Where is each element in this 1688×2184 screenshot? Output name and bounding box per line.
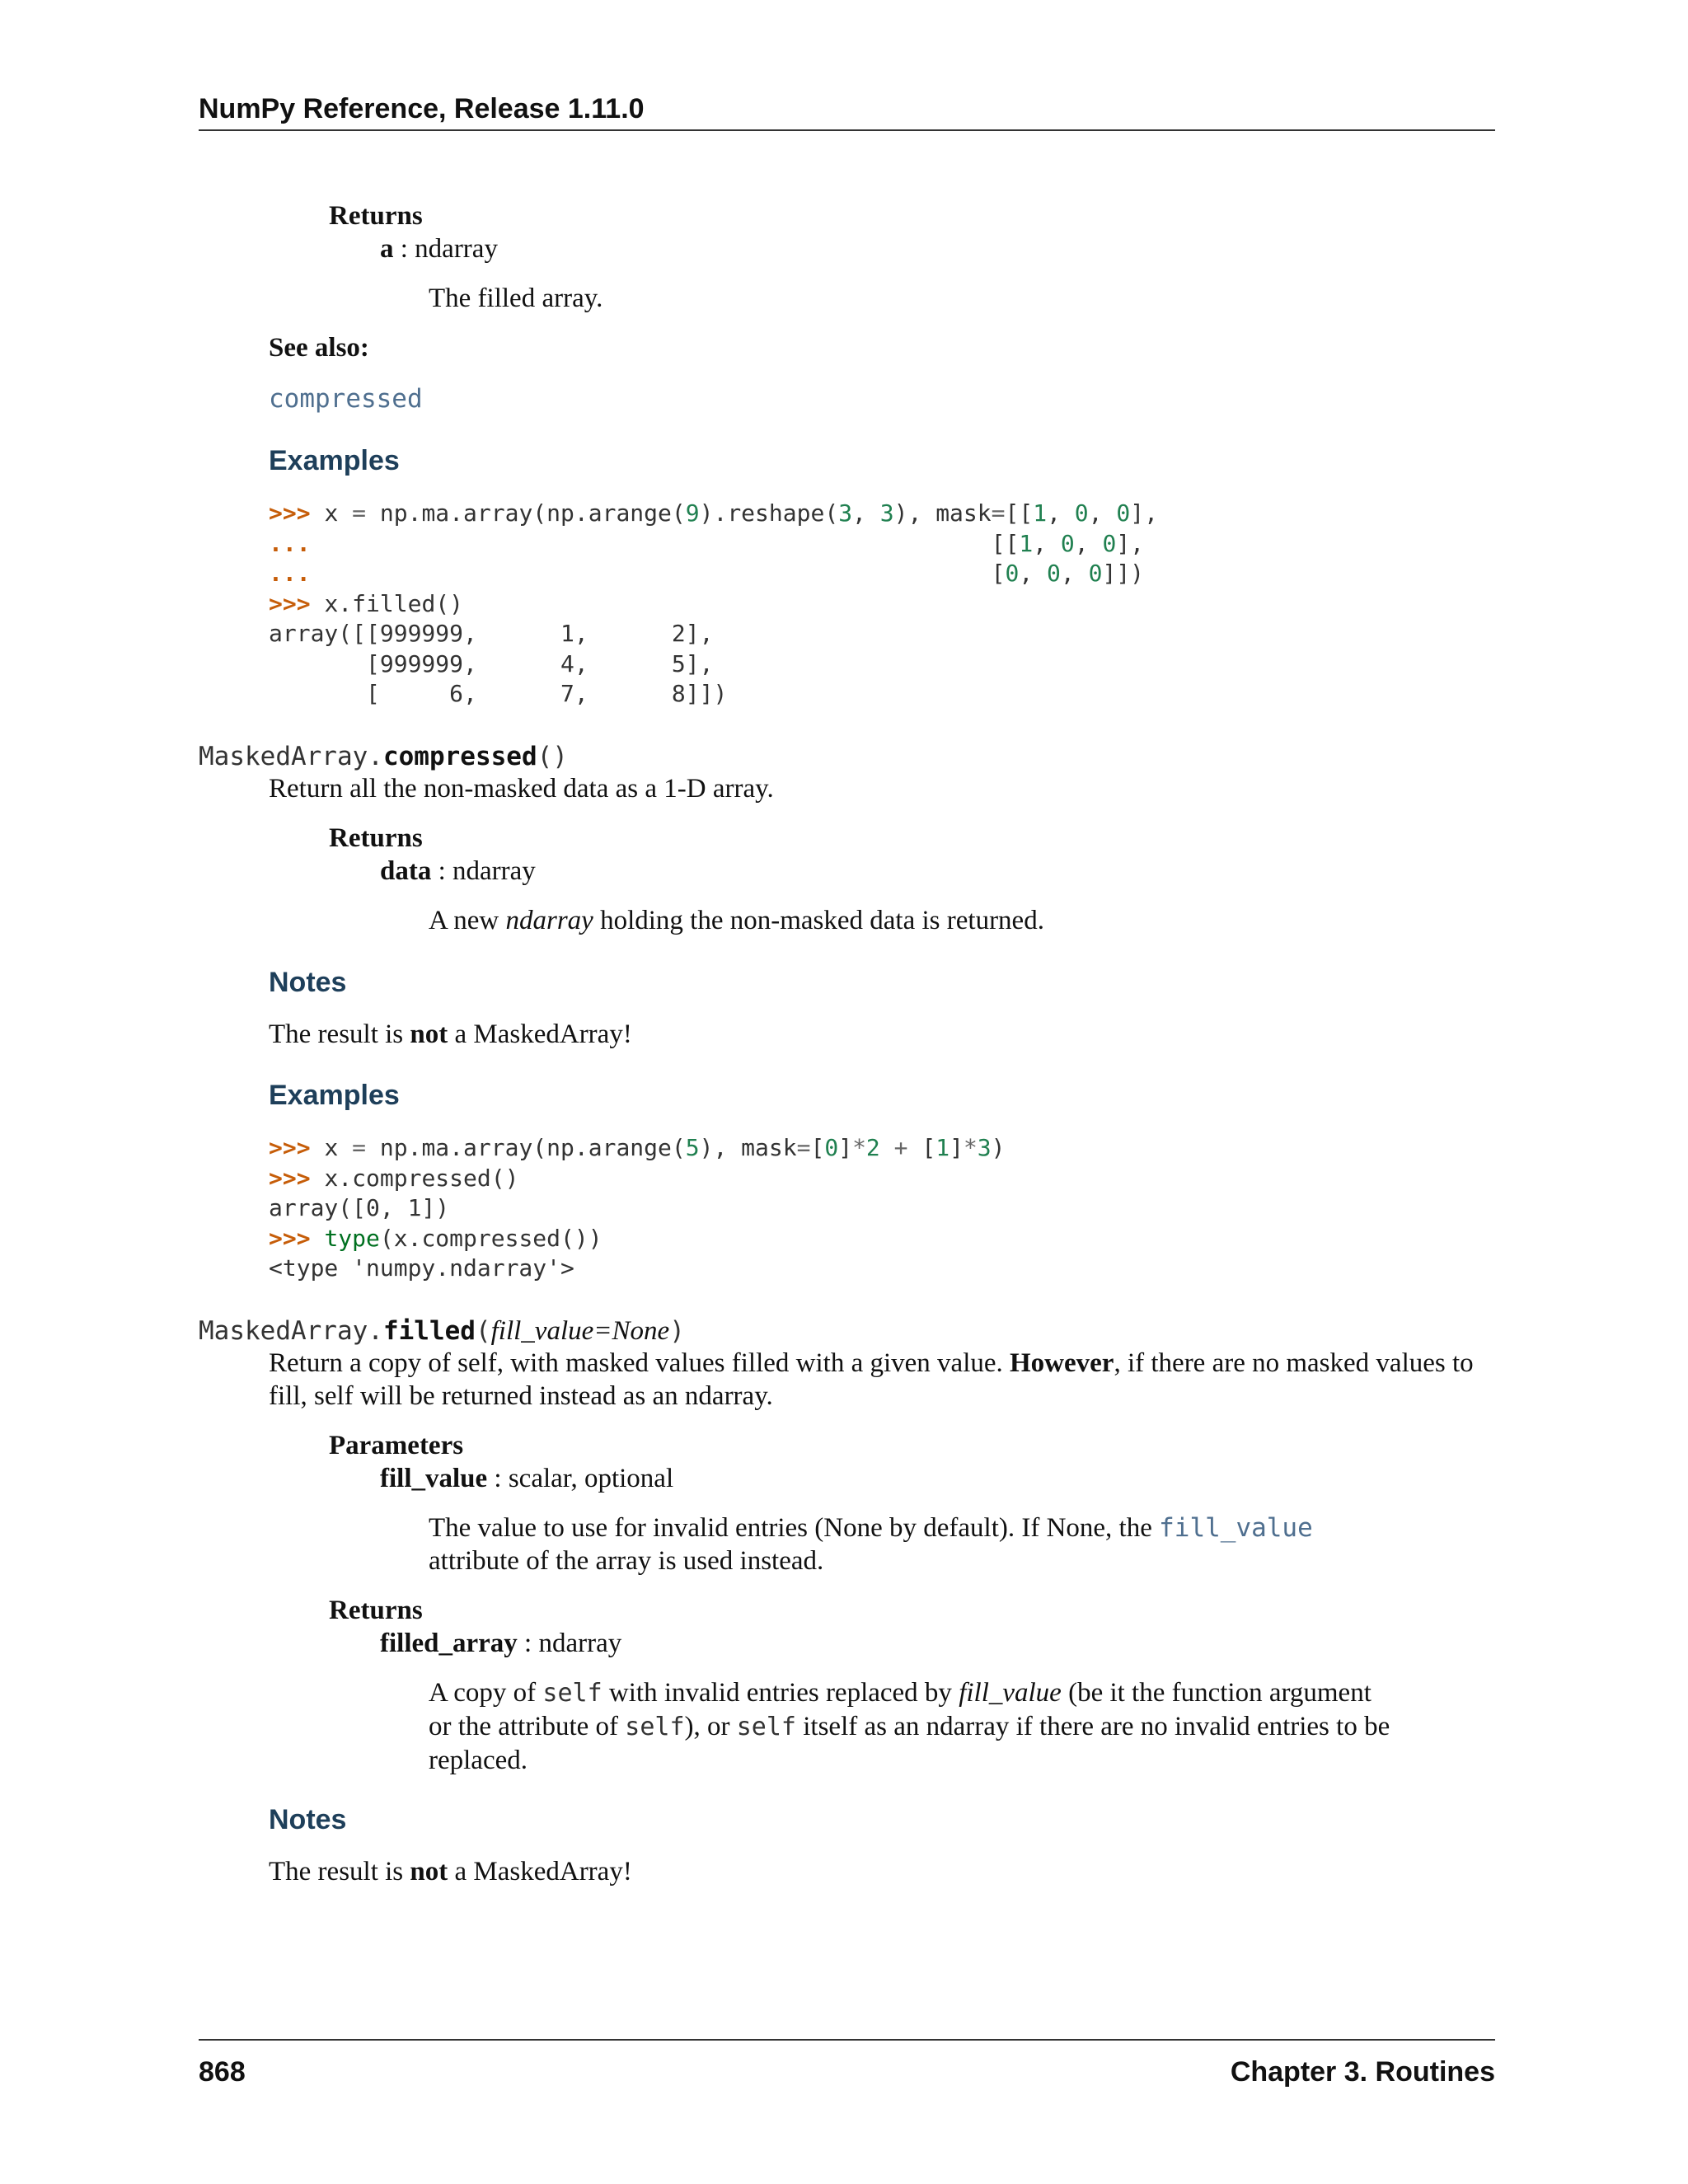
- page-footer: [199, 2039, 1495, 2088]
- code-token: =: [352, 499, 367, 527]
- code-line: [269, 1254, 1006, 1284]
- code-token: =: [352, 1134, 367, 1161]
- code-prompt: ...: [269, 529, 325, 557]
- text: Return a copy of self, with masked values filled with a given value.: [269, 1348, 1010, 1378]
- code-token: type: [324, 1224, 380, 1252]
- returns-type: ndarray: [452, 856, 536, 886]
- text: A new: [429, 906, 506, 935]
- code-token: ).reshape(: [699, 499, 839, 527]
- text: The value to use for invalid entries (None by default). If None, the: [429, 1513, 1160, 1543]
- returns-name: filled_array: [380, 1629, 518, 1658]
- bold-text: not: [410, 1019, 448, 1049]
- code-token: 3: [879, 499, 894, 527]
- chapter-label: Chapter 3. Routines: [1230, 2056, 1495, 2088]
- returns-sep: :: [393, 234, 415, 264]
- code-token: [ 6, 7, 8]]): [269, 680, 728, 707]
- code-token: *: [852, 1134, 866, 1161]
- code-line: [269, 589, 1158, 620]
- sig-param: fill_value=None: [490, 1316, 670, 1346]
- code-token: np.ma.array(np.arange(: [366, 1134, 686, 1161]
- code-token: <type 'numpy.ndarray'>: [269, 1254, 574, 1282]
- param-sep: :: [487, 1464, 509, 1493]
- notes-title: Notes: [269, 967, 347, 998]
- filled-description: [269, 1347, 1497, 1413]
- code-line: [269, 679, 1158, 710]
- code-line: [269, 529, 1158, 560]
- text: a MaskedArray!: [448, 1019, 632, 1049]
- text: A copy of: [429, 1678, 543, 1708]
- code-token: 0: [1074, 499, 1089, 527]
- returns-label: Returns: [329, 201, 423, 231]
- sig-class: MaskedArray.: [199, 742, 383, 771]
- page-number: 868: [199, 2056, 246, 2088]
- code-token: 0: [1116, 499, 1131, 527]
- examples-title: Examples: [269, 1080, 400, 1111]
- code-token: ,: [1074, 529, 1103, 557]
- returns-description: [429, 1676, 1393, 1777]
- text: with invalid entries replaced by: [602, 1678, 959, 1708]
- returns-type: ndarray: [415, 234, 498, 264]
- code-token: array([0, 1]): [269, 1194, 450, 1221]
- code-token: x: [324, 1134, 353, 1161]
- code-token: ]: [838, 1134, 853, 1161]
- code-token: 0: [1088, 560, 1103, 587]
- code-token: [880, 1134, 894, 1161]
- inline-code: self: [625, 1713, 685, 1741]
- code-token: ]: [950, 1134, 964, 1161]
- code-block-filled-example: [269, 499, 1158, 710]
- code-prompt: >>>: [269, 499, 325, 527]
- code-token: 0: [1060, 529, 1075, 557]
- code-token: array([[999999, 1, 2],: [269, 620, 714, 647]
- code-line: [269, 1193, 1006, 1224]
- param-name: fill_value: [380, 1464, 488, 1493]
- code-token: x: [324, 499, 353, 527]
- code-block-compressed-example: [269, 1133, 1006, 1284]
- text: The result is: [269, 1857, 410, 1886]
- code-token: *: [963, 1134, 978, 1161]
- param-type: scalar, optional: [508, 1464, 674, 1493]
- code-token: 9: [685, 499, 700, 527]
- header-title: NumPy Reference, Release 1.11.0: [199, 93, 645, 124]
- code-line: [269, 559, 1158, 589]
- code-token: x.compressed(): [324, 1164, 519, 1192]
- code-token: ]]): [1102, 560, 1145, 587]
- code-token: [: [324, 560, 1006, 587]
- returns-field: [380, 855, 536, 888]
- bold-text: However: [1010, 1348, 1114, 1378]
- code-token: (x.compressed()): [379, 1224, 603, 1252]
- see-also-label: See also:: [269, 333, 369, 363]
- code-prompt: >>>: [269, 589, 325, 617]
- code-token: ,: [1060, 560, 1089, 587]
- returns-label: Returns: [329, 1596, 423, 1625]
- parameters-label: Parameters: [329, 1431, 464, 1460]
- text: ), or: [684, 1712, 737, 1741]
- code-token: 2: [865, 1134, 880, 1161]
- parameter-field: [380, 1462, 673, 1495]
- returns-name: a: [380, 234, 394, 264]
- code-token: ,: [1088, 499, 1117, 527]
- inline-code: self: [736, 1713, 796, 1741]
- notes-title: Notes: [269, 1804, 347, 1835]
- code-line: [269, 619, 1158, 649]
- code-token: 0: [824, 1134, 839, 1161]
- text: itself as an ndarray if there are no invalid entries to be replaced.: [429, 1712, 1390, 1775]
- code-token: ,: [1033, 529, 1061, 557]
- code-token: ): [991, 1134, 1006, 1161]
- code-token: ],: [1116, 529, 1145, 557]
- returns-description: The filled array.: [429, 284, 603, 313]
- emphasis: fill_value: [959, 1678, 1062, 1708]
- compressed-description: Return all the non-masked data as a 1-D array.: [269, 774, 774, 804]
- code-token: =: [991, 499, 1006, 527]
- code-line: [269, 649, 1158, 680]
- inline-code: self: [542, 1679, 603, 1708]
- text: (be it the function argument or the attribute of: [429, 1678, 1372, 1741]
- notes-text: [269, 1018, 632, 1051]
- code-line: [269, 1133, 1006, 1164]
- examples-title: Examples: [269, 445, 400, 476]
- text: holding the non-masked data is returned.: [593, 906, 1044, 935]
- code-token: ],: [1130, 499, 1158, 527]
- code-token: 3: [838, 499, 853, 527]
- text: , if there are no masked values to fill, self will be returned instead as an ndarray.: [269, 1348, 1474, 1411]
- code-token: 0: [1102, 529, 1117, 557]
- notes-text: [269, 1855, 632, 1888]
- page-header: [199, 92, 1495, 131]
- code-line: [269, 1224, 1006, 1254]
- sig-name: compressed: [382, 742, 537, 771]
- filled-signature: [199, 1315, 685, 1347]
- code-token: =: [796, 1134, 811, 1161]
- code-line: [269, 1164, 1006, 1194]
- code-token: 0: [1047, 560, 1061, 587]
- sig-close-paren: ): [669, 1316, 685, 1346]
- returns-sep: :: [431, 856, 453, 886]
- sig-open-paren: (: [475, 1316, 491, 1346]
- code-token: ), mask: [699, 1134, 797, 1161]
- compressed-signature: [199, 740, 568, 773]
- returns-description: [429, 904, 1044, 937]
- parameter-description: [429, 1511, 1393, 1577]
- code-token: ,: [1047, 499, 1075, 527]
- code-token: [999999, 4, 5],: [269, 649, 714, 677]
- text: The result is: [269, 1019, 410, 1049]
- code-token: ,: [1019, 560, 1048, 587]
- code-token: [: [907, 1134, 936, 1161]
- code-prompt: ...: [269, 560, 325, 587]
- fill-value-link[interactable]: fill_value: [1159, 1513, 1313, 1543]
- code-token: +: [893, 1134, 908, 1161]
- sig-name: filled: [382, 1316, 476, 1346]
- sig-class: MaskedArray.: [199, 1316, 383, 1346]
- code-token: ,: [852, 499, 880, 527]
- code-token: [[: [1005, 499, 1034, 527]
- code-prompt: >>>: [269, 1224, 325, 1252]
- code-prompt: >>>: [269, 1134, 325, 1161]
- code-token: 5: [685, 1134, 700, 1161]
- returns-name: data: [380, 856, 432, 886]
- returns-sep: :: [517, 1629, 539, 1658]
- text: a MaskedArray!: [448, 1857, 632, 1886]
- code-token: 1: [1019, 529, 1034, 557]
- returns-field: [380, 232, 498, 265]
- code-prompt: >>>: [269, 1164, 325, 1192]
- emphasis: ndarray: [505, 906, 593, 935]
- returns-field: [380, 1627, 621, 1660]
- bold-text: not: [410, 1857, 448, 1886]
- code-token: 0: [1005, 560, 1020, 587]
- returns-label: Returns: [329, 823, 423, 853]
- code-token: 1: [1033, 499, 1048, 527]
- returns-type: ndarray: [538, 1629, 622, 1658]
- code-line: [269, 499, 1158, 529]
- code-token: [[: [324, 529, 1020, 557]
- code-token: 3: [977, 1134, 992, 1161]
- sig-parens: (): [537, 742, 568, 771]
- code-token: 1: [935, 1134, 950, 1161]
- code-token: ), mask: [893, 499, 992, 527]
- see-also-link-compressed[interactable]: compressed: [269, 384, 423, 414]
- code-token: np.ma.array(np.arange(: [366, 499, 686, 527]
- text: attribute of the array is used instead.: [429, 1546, 824, 1576]
- code-token: x.filled(): [324, 589, 464, 617]
- code-token: [: [810, 1134, 825, 1161]
